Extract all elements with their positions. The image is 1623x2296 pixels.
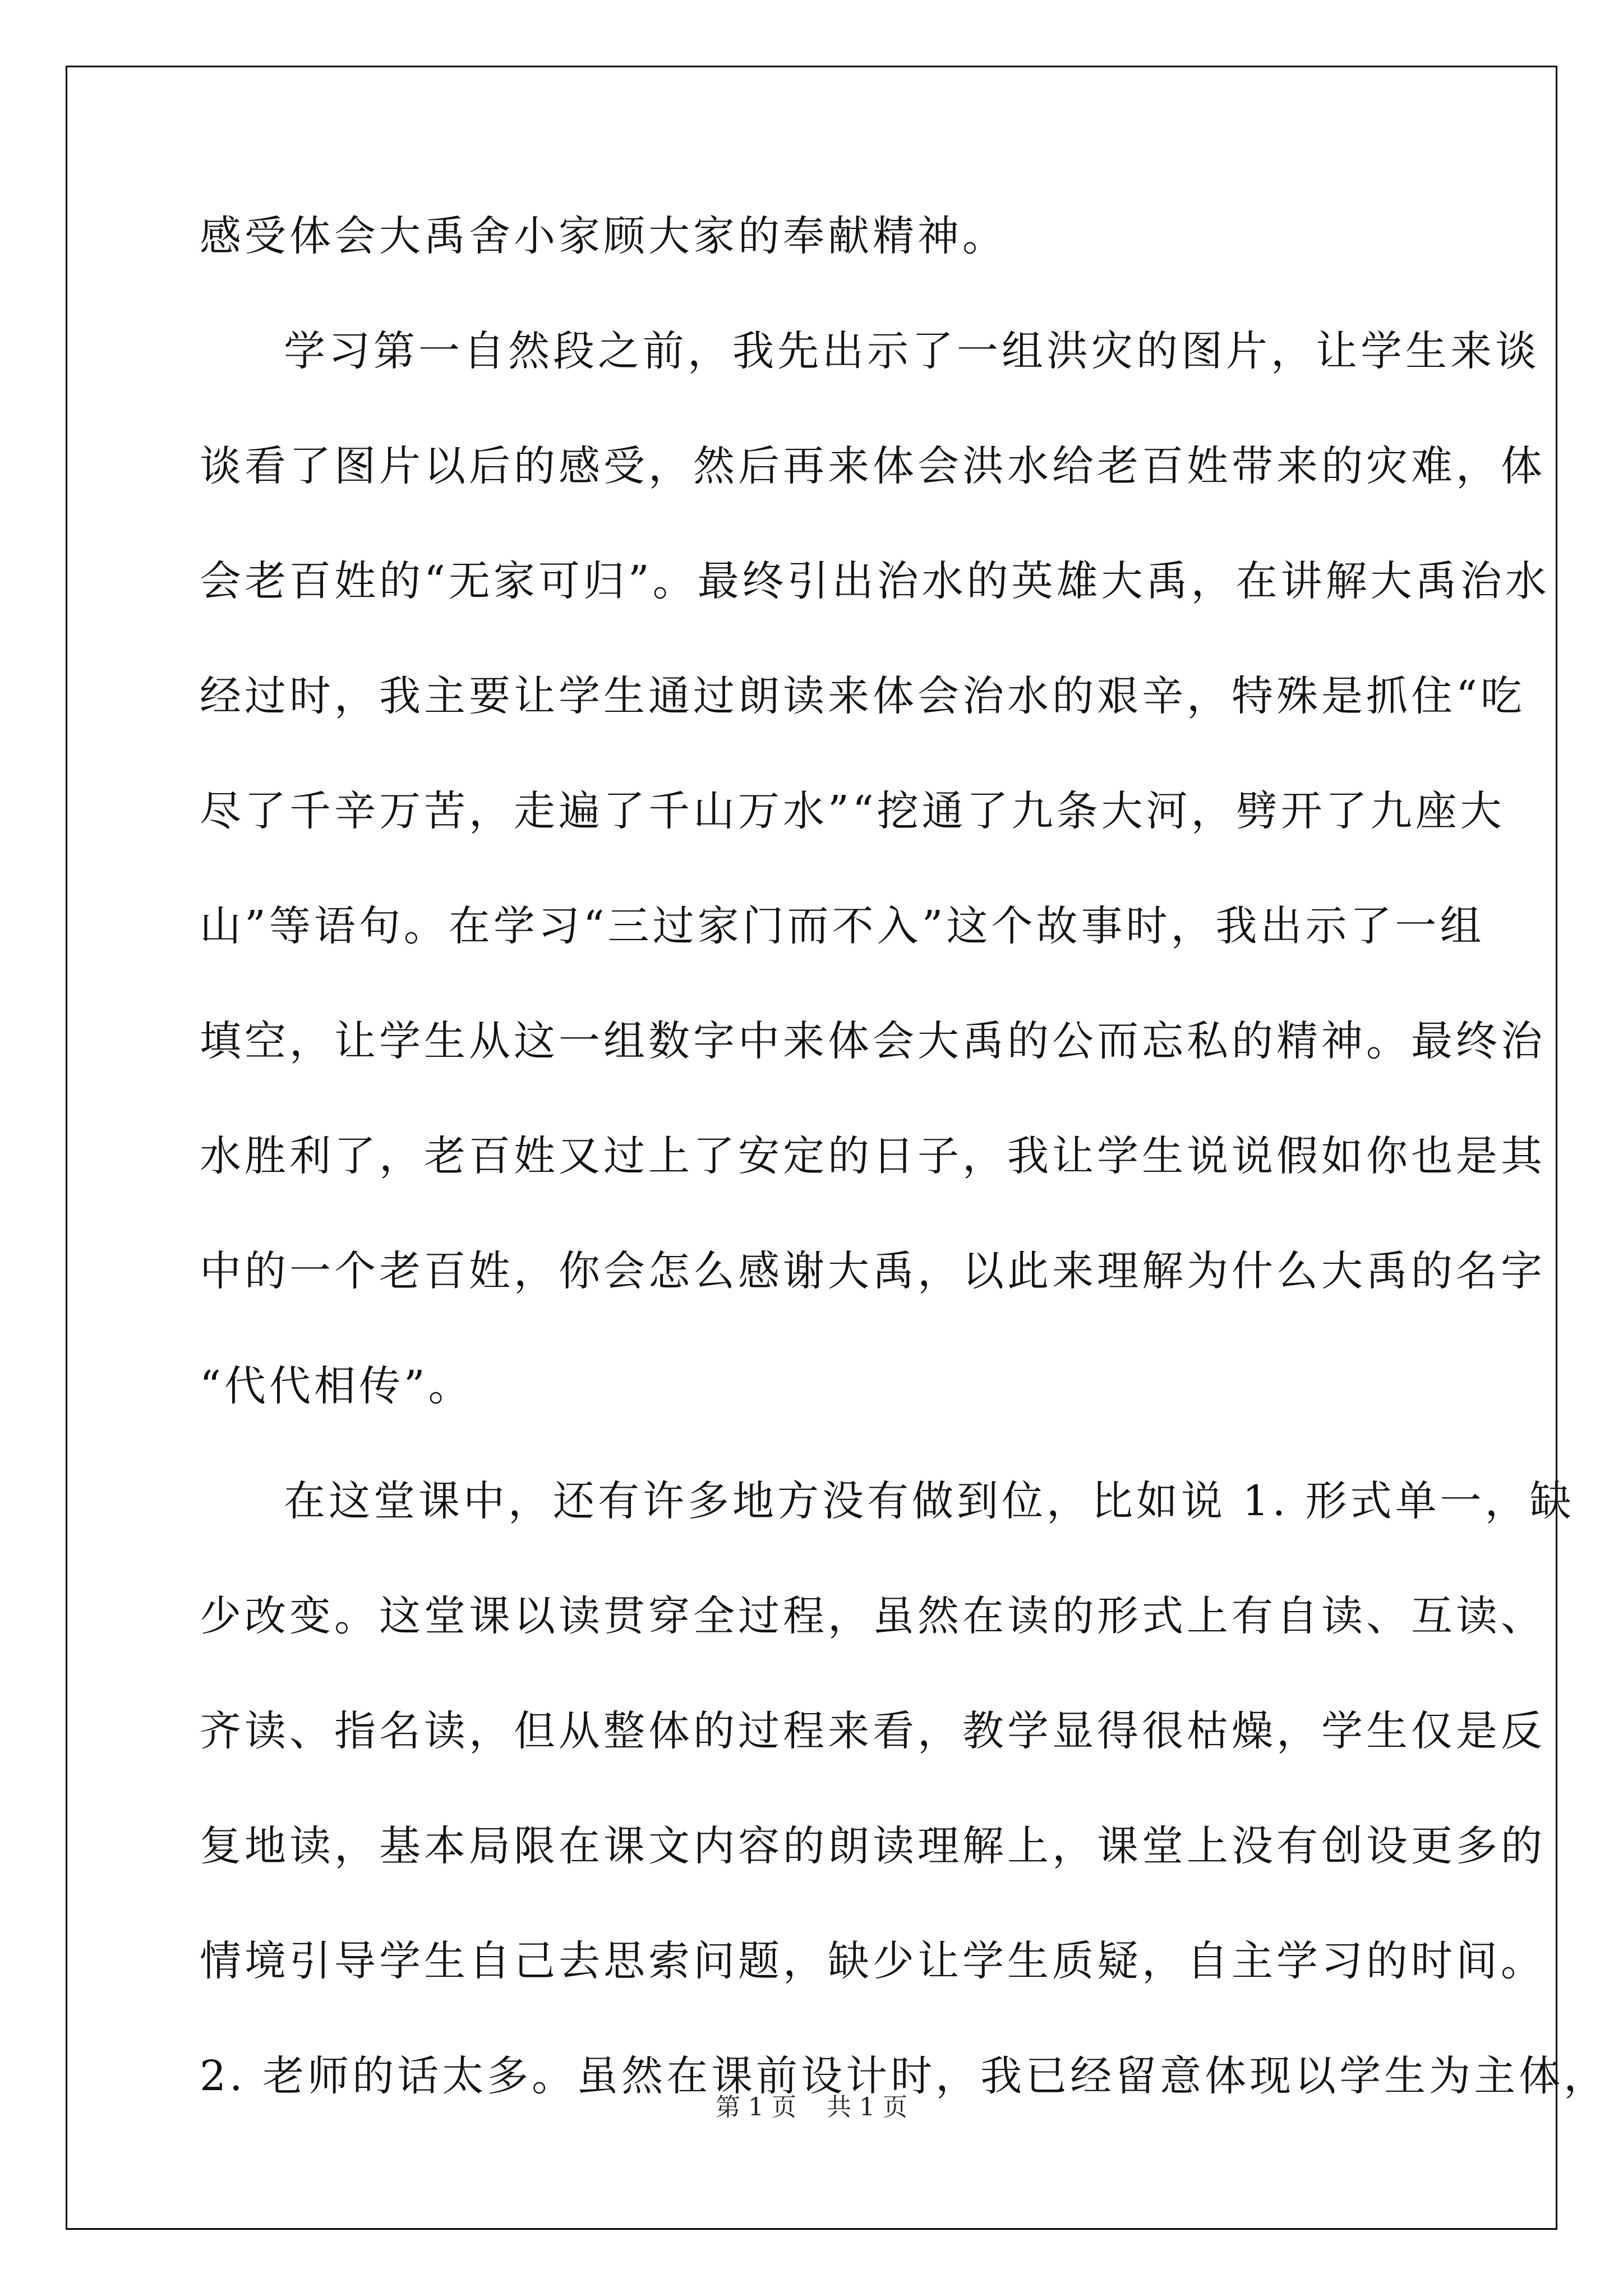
- page-footer: [0, 2087, 1623, 2123]
- text-line: 水胜利了，老百姓又过上了安定的日子，我让学生说说假如你也是其: [200, 1132, 1546, 1180]
- text-line: 感受体会大禹舍小家顾大家的奉献精神。: [200, 212, 1007, 260]
- paragraph-start-line: 在这堂课中，还有许多地方没有做到位，比如说 1. 形式单一，缺: [284, 1477, 1575, 1525]
- text-line: 山”等语句。在学习“三过家门而不入”这个故事时，我出示了一组: [200, 902, 1485, 950]
- text-line: 复地读，基本局限在课文内容的朗读理解上，课堂上没有创设更多的: [200, 1822, 1546, 1870]
- text-line: 2. 老师的话太多。虽然在课前设计时，我已经留意体现以学生为主体，: [200, 2052, 1609, 2100]
- page-number: 第 1 页: [716, 2093, 796, 2122]
- text-line: 齐读、指名读，但从整体的过程来看，教学显得很枯燥，学生仅是反: [200, 1707, 1546, 1755]
- text-line: 少改变。这堂课以读贯穿全过程，虽然在读的形式上有自读、互读、: [200, 1592, 1546, 1640]
- text-line: 填空，让学生从这一组数字中来体会大禹的公而忘私的精神。最终治: [200, 1017, 1546, 1065]
- paragraph-start-line: 学习第一自然段之前，我先出示了一组洪灾的图片，让学生来谈: [284, 327, 1540, 375]
- text-line: 经过时，我主要让学生通过朗读来体会治水的艰辛，特殊是抓住“吃: [200, 672, 1525, 720]
- text-line: “代代相传”。: [200, 1362, 473, 1410]
- text-line: 谈看了图片以后的感受，然后再来体会洪水给老百姓带来的灾难，体: [200, 442, 1546, 490]
- text-line: 会老百姓的“无家可归”。最终引出治水的英雄大禹，在讲解大禹治水: [200, 557, 1550, 605]
- document-body: [200, 205, 1609, 2160]
- page-total: 共 1 页: [827, 2093, 907, 2122]
- text-line: 情境引导学生自己去思索问题，缺少让学生质疑，自主学习的时间。: [200, 1937, 1546, 1985]
- text-line: 尽了千辛万苦，走遍了千山万水”“挖通了九条大河，劈开了九座大: [200, 787, 1505, 835]
- text-line: 中的一个老百姓，你会怎么感谢大禹，以此来理解为什么大禹的名字: [200, 1247, 1546, 1295]
